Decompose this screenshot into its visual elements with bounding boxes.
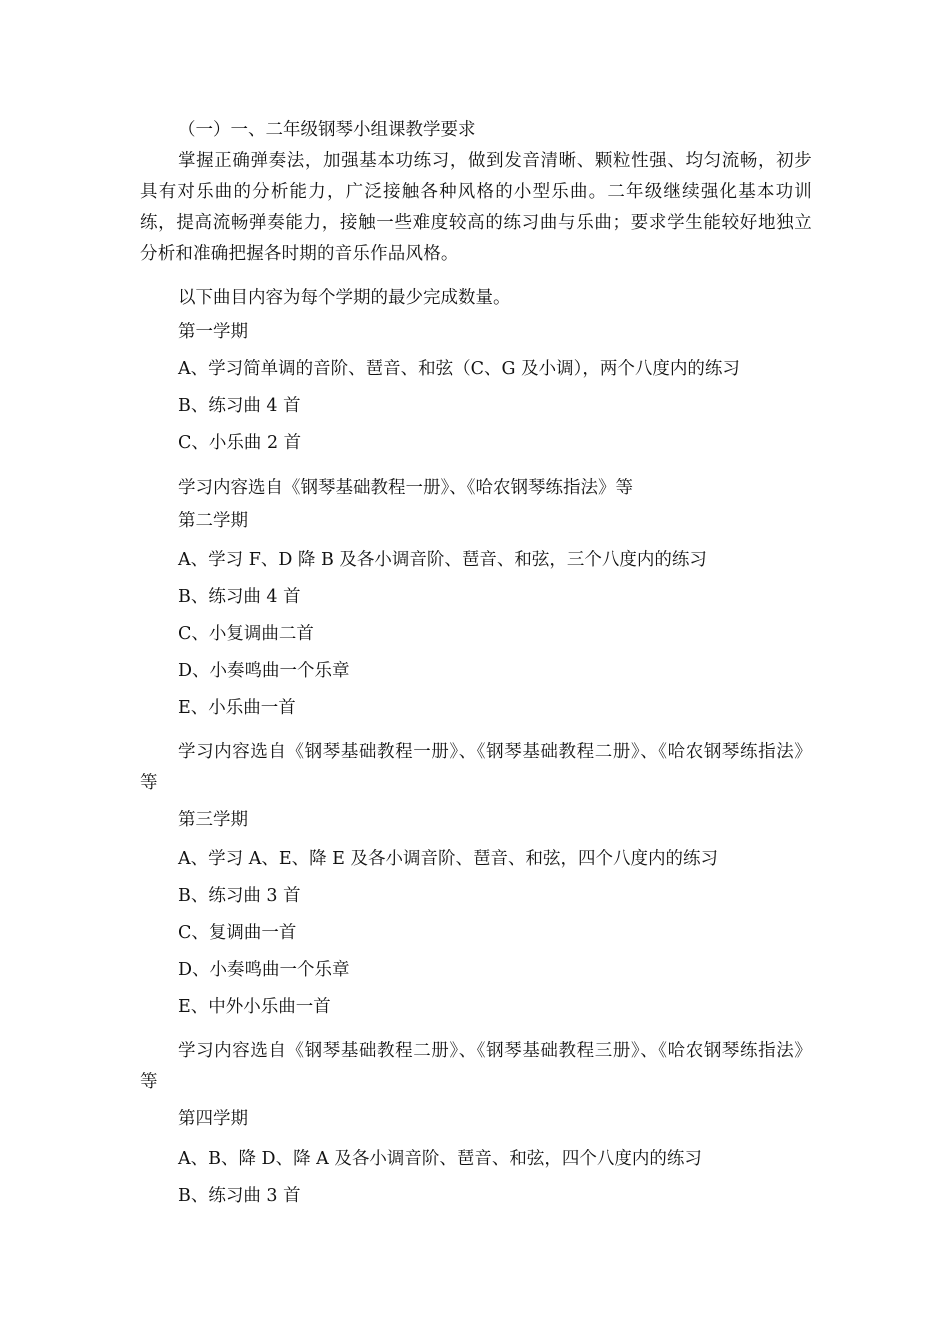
term-title: 第三学期 [178, 810, 248, 830]
term-source: 学习内容选自《钢琴基础教程一册》、《哈农钢琴练指法》等 [178, 478, 633, 498]
term-item: E、小乐曲一首 [178, 698, 296, 718]
term-item: D、小奏鸣曲一个乐章 [178, 661, 350, 681]
term-title: 第一学期 [178, 322, 248, 342]
term-source: 学习内容选自《钢琴基础教程一册》、《钢琴基础教程二册》、《哈农钢琴练指法》等 [140, 742, 812, 793]
term-item: D、小奏鸣曲一个乐章 [178, 960, 350, 980]
term-title: 第四学期 [178, 1109, 248, 1129]
term-item: B、练习曲 4 首 [178, 587, 301, 607]
term-item: B、练习曲 3 首 [178, 1186, 301, 1206]
term-item: B、练习曲 3 首 [178, 886, 301, 906]
term-item: A、学习 F、D 降 B 及各小调音阶、琶音、和弦，三个八度内的练习 [178, 550, 707, 570]
term-title: 第二学期 [178, 511, 248, 531]
term-item: C、小乐曲 2 首 [178, 433, 302, 453]
term-item: C、复调曲一首 [178, 923, 297, 943]
term-source: 学习内容选自《钢琴基础教程二册》、《钢琴基础教程三册》、《哈农钢琴练指法》等 [140, 1041, 812, 1092]
term-item: A、学习简单调的音阶、琶音、和弦（C、G 及小调），两个八度内的练习 [178, 359, 740, 379]
intro-paragraph: 掌握正确弹奏法，加强基本功练习，做到发音清晰、颗粒性强、均匀流畅，初步具有对乐曲的分析能力，广泛接触各种风格的小型乐曲。二年级继续强化基本功训练，提高流畅弹奏能力，接触一些难度较高的练习曲与乐曲；要求学生能较好地独立分析和准确把握各时期的音乐作品风格。 [140, 151, 812, 264]
minimum-note: 以下曲目内容为每个学期的最少完成数量。 [178, 288, 511, 308]
term-item: A、B、降 D、降 A 及各小调音阶、琶音、和弦，四个八度内的练习 [178, 1149, 702, 1169]
term-item: B、练习曲 4 首 [178, 396, 301, 416]
section-heading: （一）一、二年级钢琴小组课教学要求 [178, 120, 476, 140]
term-item: A、学习 A、E、降 E 及各小调音阶、琶音、和弦，四个八度内的练习 [178, 849, 719, 869]
term-item: C、小复调曲二首 [178, 624, 314, 644]
term-item: E、中外小乐曲一首 [178, 997, 331, 1017]
